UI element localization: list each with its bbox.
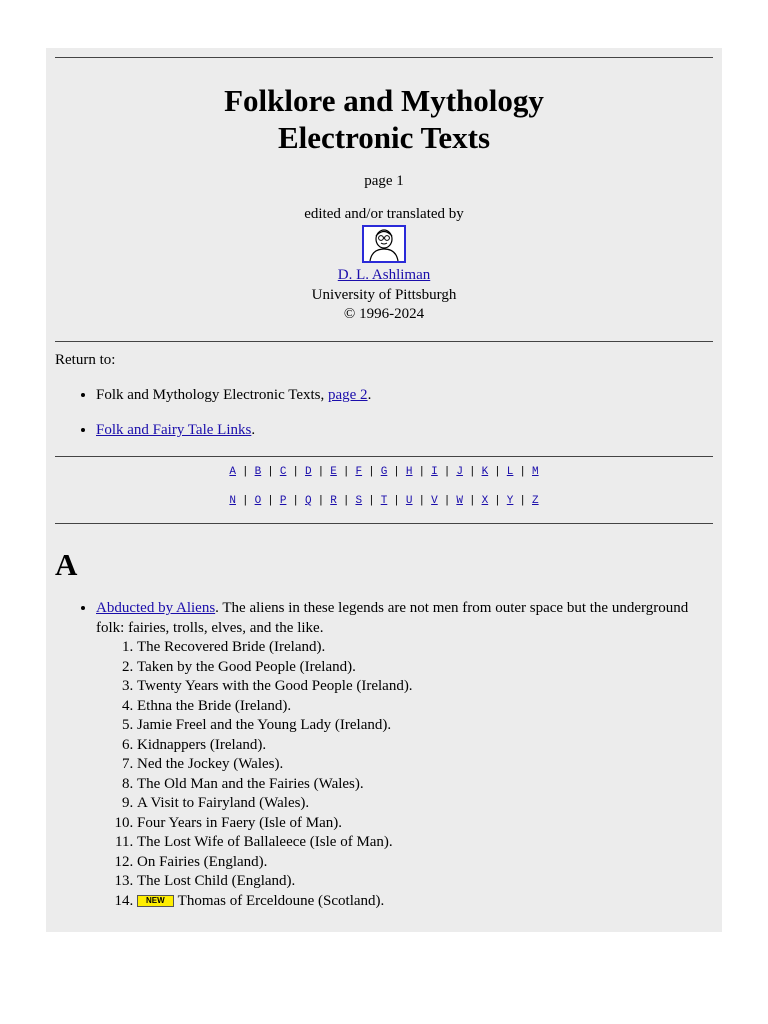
story-item[interactable]: [137, 677, 713, 697]
return-item: [96, 385, 713, 405]
alpha-separator: |: [292, 495, 300, 507]
story-item[interactable]: [137, 872, 713, 892]
alpha-link-y[interactable]: Y: [506, 495, 514, 507]
alpha-link-d[interactable]: D: [305, 466, 312, 478]
alpha-separator: |: [368, 495, 375, 507]
edited-by-label: edited and/or translated by: [304, 206, 464, 222]
story-item[interactable]: [137, 716, 713, 736]
alpha-separator: |: [317, 466, 325, 478]
alpha-separator: |: [418, 495, 426, 507]
story-item[interactable]: [137, 814, 713, 834]
alpha-link-v[interactable]: V: [431, 495, 438, 507]
alpha-separator: |: [443, 495, 451, 507]
author-link[interactable]: D. L. Ashliman: [337, 267, 431, 283]
alpha-separator: |: [342, 495, 350, 507]
alpha-link-x[interactable]: X: [481, 495, 489, 507]
story-title: Ned the Jockey (Wales).: [137, 756, 284, 772]
alpha-link-k[interactable]: K: [481, 466, 489, 478]
entry-description: . The aliens in these legends are not men from outer space but the underground folk: fairies, trolls, elves, and the like.: [96, 600, 689, 636]
alpha-separator: |: [519, 466, 526, 478]
alpha-separator: |: [368, 466, 375, 478]
story-title: The Old Man and the Fairies (Wales).: [137, 775, 364, 792]
alpha-separator: |: [241, 495, 249, 507]
story-item[interactable]: [137, 755, 713, 775]
author-portrait-link[interactable]: [362, 225, 406, 263]
section-letter: A: [55, 547, 78, 582]
story-item[interactable]: [137, 775, 713, 795]
alpha-link-h[interactable]: H: [405, 466, 413, 478]
story-title: On Fairies (England).: [137, 853, 268, 870]
story-title: A Visit to Fairyland (Wales).: [137, 795, 310, 811]
entry-list: [55, 599, 713, 911]
alpha-separator: |: [418, 466, 426, 478]
alpha-separator: |: [342, 466, 350, 478]
alpha-link-w[interactable]: W: [456, 495, 463, 507]
title-line2: Electronic Texts: [277, 120, 491, 155]
return-item-text: Folk and Mythology Electronic Texts,: [96, 387, 328, 403]
story-title: Jamie Freel and the Young Lady (Ireland).: [137, 717, 392, 733]
alpha-separator: |: [468, 495, 476, 507]
story-item[interactable]: [137, 736, 713, 756]
story-title: Twenty Years with the Good People (Ireland).: [137, 678, 413, 694]
alpha-separator: |: [494, 495, 501, 507]
alpha-link-p[interactable]: P: [279, 495, 287, 507]
alpha-separator: |: [519, 495, 526, 507]
return-item-suffix: .: [367, 387, 372, 403]
alpha-link-z[interactable]: Z: [532, 495, 539, 507]
copyright: © 1996-2024: [343, 306, 425, 322]
alpha-separator: |: [241, 466, 249, 478]
alpha-link-q[interactable]: Q: [305, 495, 312, 507]
alpha-link-n[interactable]: N: [229, 495, 236, 507]
alpha-link-c[interactable]: C: [279, 466, 287, 478]
alpha-link-s[interactable]: S: [355, 495, 363, 507]
alpha-separator: |: [393, 466, 400, 478]
alpha-link-u[interactable]: U: [405, 495, 413, 507]
story-title: The Lost Wife of Ballaleece (Isle of Man).: [137, 834, 393, 850]
alpha-separator: |: [292, 466, 300, 478]
alpha-link-l[interactable]: L: [506, 466, 514, 478]
folk-fairy-links-link[interactable]: Folk and Fairy Tale Links: [96, 422, 252, 438]
alphabet-row-2: [55, 494, 713, 508]
entry-item: [96, 599, 713, 911]
alpha-link-a[interactable]: A: [229, 466, 236, 478]
page-label: page 1: [364, 173, 404, 189]
new-badge: NEW: [137, 895, 174, 907]
alpha-separator: |: [267, 466, 274, 478]
alpha-link-o[interactable]: O: [254, 495, 262, 507]
alpha-separator: |: [443, 466, 451, 478]
alpha-separator: |: [468, 466, 476, 478]
alpha-link-f[interactable]: F: [355, 466, 363, 478]
story-title: Thomas of Erceldoune (Scotland).: [177, 892, 385, 909]
alpha-link-m[interactable]: M: [532, 466, 539, 478]
return-item: [96, 420, 713, 440]
alpha-link-j[interactable]: J: [456, 466, 463, 478]
header: [55, 58, 713, 325]
story-title: Ethna the Bride (Ireland).: [137, 697, 292, 714]
story-item[interactable]: [137, 833, 713, 853]
return-item-suffix: .: [251, 422, 256, 438]
alpha-separator: |: [393, 495, 400, 507]
alpha-link-g[interactable]: G: [380, 466, 388, 478]
alpha-link-r[interactable]: R: [330, 495, 337, 507]
story-list: [96, 638, 713, 911]
alpha-separator: |: [317, 495, 325, 507]
story-item[interactable]: [137, 638, 713, 658]
title-line1: Folklore and Mythology: [224, 83, 544, 118]
alpha-separator: |: [267, 495, 274, 507]
story-item[interactable]: [137, 853, 713, 873]
story-title: Taken by the Good People (Ireland).: [137, 658, 356, 675]
page-2-link[interactable]: page 2: [327, 387, 368, 403]
alpha-link-i[interactable]: I: [431, 466, 438, 478]
university: University of Pittsburgh: [311, 286, 457, 303]
story-item[interactable]: [137, 794, 713, 814]
story-title: The Lost Child (England).: [137, 873, 296, 889]
story-title: Kidnappers (Ireland).: [137, 736, 267, 753]
alpha-link-t[interactable]: T: [380, 495, 388, 507]
story-item[interactable]: [137, 697, 713, 717]
story-title: The Recovered Bride (Ireland).: [137, 639, 326, 655]
alpha-link-e[interactable]: E: [330, 466, 337, 478]
story-title: Four Years in Faery (Isle of Man).: [137, 814, 342, 831]
abducted-by-aliens-link[interactable]: Abducted by Aliens: [96, 600, 216, 616]
alphabet-row-1: [55, 465, 713, 479]
author-portrait-icon: [364, 227, 404, 261]
alphabet-index: [55, 457, 713, 523]
alpha-link-b[interactable]: B: [254, 466, 262, 478]
page-container: [46, 48, 722, 932]
page-title: [55, 82, 713, 156]
story-item[interactable]: [137, 892, 713, 912]
return-list: [55, 385, 713, 440]
return-label: Return to:: [55, 351, 116, 368]
story-item[interactable]: [137, 658, 713, 678]
alpha-separator: |: [494, 466, 501, 478]
